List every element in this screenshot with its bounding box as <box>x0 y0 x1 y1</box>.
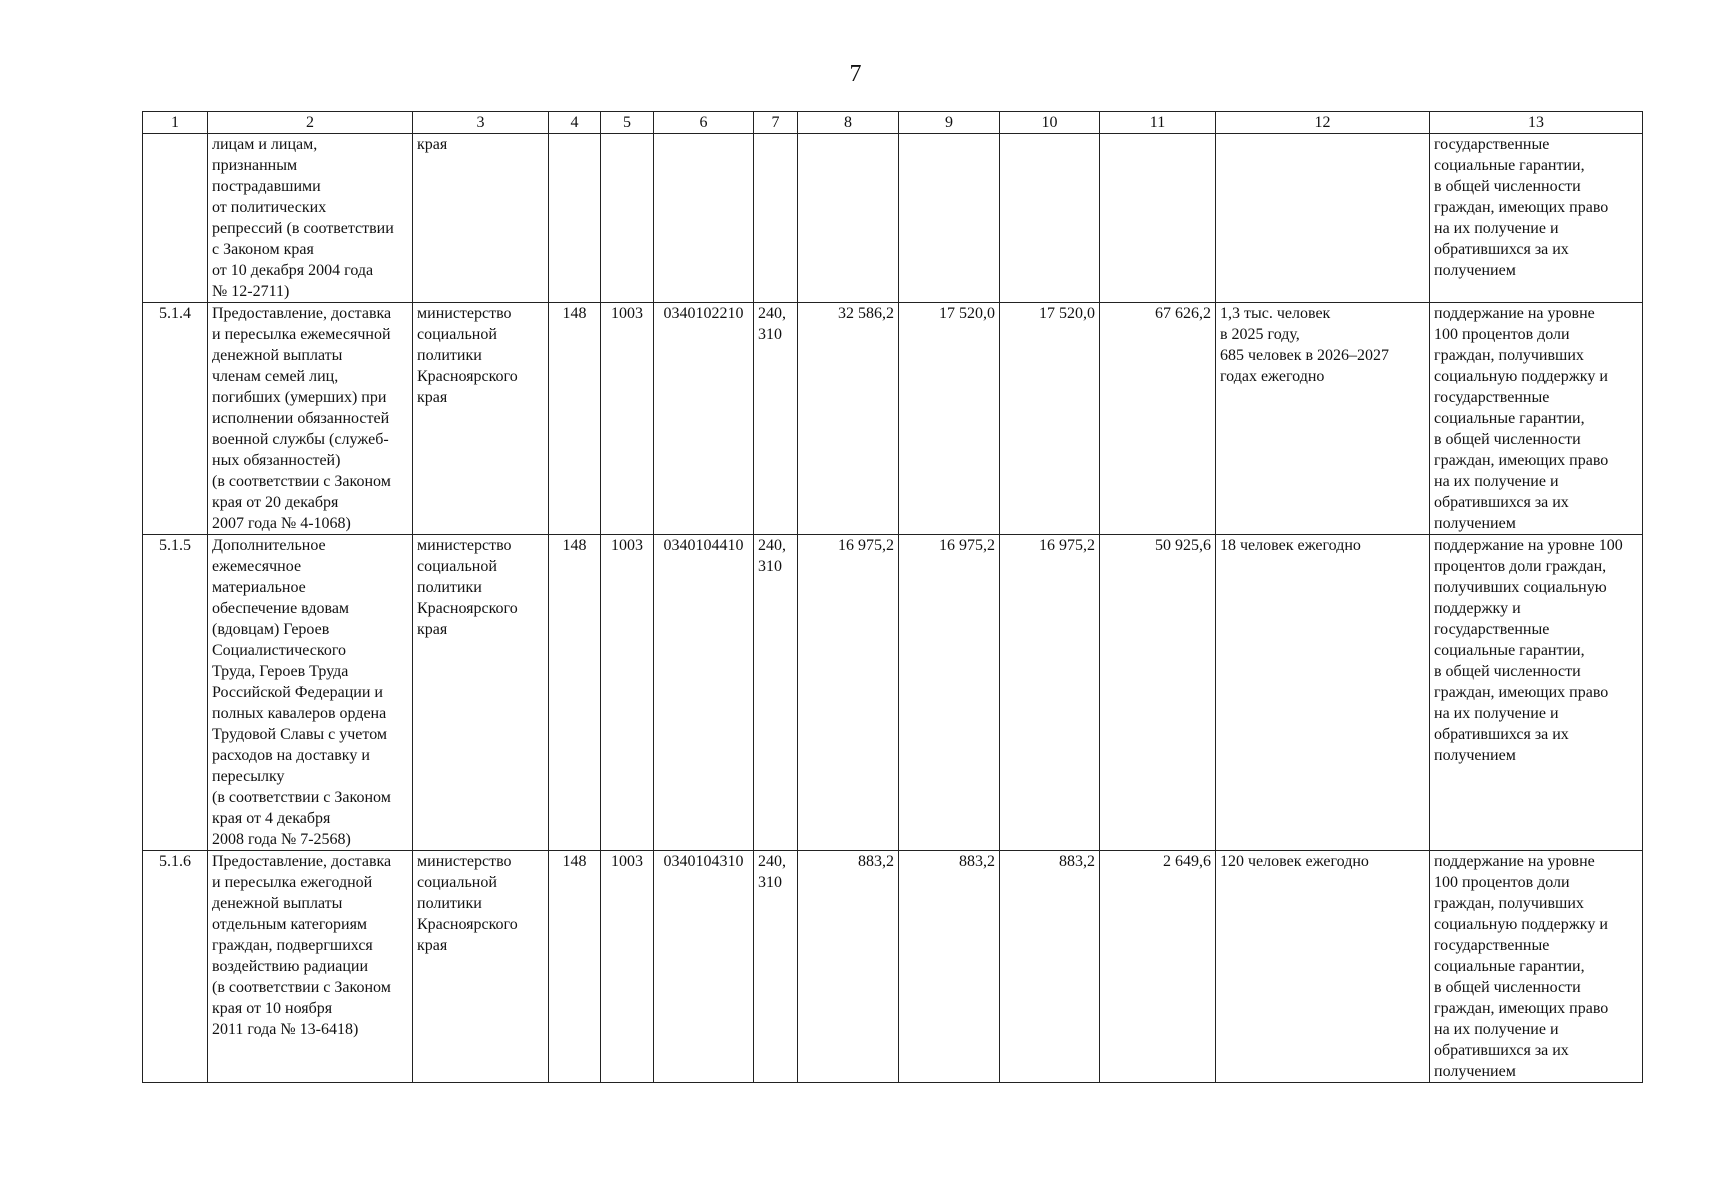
page-number: 7 <box>849 61 862 87</box>
section-code-cell: 1003 <box>601 851 654 1083</box>
row-number-cell <box>143 134 208 303</box>
header-row <box>143 112 1643 134</box>
header-col-5: 5 <box>601 112 654 134</box>
header-col-11: 11 <box>1100 112 1216 134</box>
section-code-cell: 1003 <box>601 303 654 535</box>
amount-2025-cell: 32 586,2 <box>798 303 899 535</box>
administrator-cell: министерство социальной политики Красноярского края <box>413 535 549 851</box>
amount-total-cell: 2 649,6 <box>1100 851 1216 1083</box>
expected-result-cell <box>1216 134 1430 303</box>
indicator-cell: государственные социальные гарантии, в общей численности граждан, имеющих право на их получение и обратившихся за их получением <box>1430 134 1643 303</box>
target-article-cell <box>654 134 754 303</box>
section-code-cell <box>601 134 654 303</box>
table-row-5-1-4 <box>143 303 1643 535</box>
row-number-cell: 5.1.4 <box>143 303 208 535</box>
amount-2026-cell: 883,2 <box>899 851 1000 1083</box>
measure-name-cell: Дополнительное ежемесячное материальное обеспечение вдовам (вдовцам) Героев Социалистического Труда, Героев Труда Российской Федерации и полных кавалеров ордена Трудовой Славы с учетом расходов на доставку и пересылку (в соответствии с Законом края от 4 декабря 2008 года № 7-2568) <box>208 535 413 851</box>
indicator-cell: поддержание на уровне 100 процентов доли граждан, получивших социальную поддержку и государственные социальные гарантии, в общей численности граждан, имеющих право на их получение и обратившихся за их получением <box>1430 535 1643 851</box>
row-number-cell: 5.1.5 <box>143 535 208 851</box>
row-number-cell: 5.1.6 <box>143 851 208 1083</box>
grbs-code-cell <box>549 134 601 303</box>
amount-total-cell: 67 626,2 <box>1100 303 1216 535</box>
header-col-1: 1 <box>143 112 208 134</box>
table-row-5-1-5 <box>143 535 1643 851</box>
administrator-cell: министерство социальной политики Красноярского края <box>413 303 549 535</box>
target-article-cell: 0340102210 <box>654 303 754 535</box>
indicator-cell: поддержание на уровне 100 процентов доли граждан, получивших социальную поддержку и государственные социальные гарантии, в общей численности граждан, имеющих право на их получение и обратившихся за их получением <box>1430 851 1643 1083</box>
amount-2025-cell: 883,2 <box>798 851 899 1083</box>
target-article-cell: 0340104410 <box>654 535 754 851</box>
expense-type-cell <box>754 134 798 303</box>
expected-result-cell: 18 человек ежегодно <box>1216 535 1430 851</box>
amount-2027-cell: 16 975,2 <box>1000 535 1100 851</box>
expense-type-cell: 240, 310 <box>754 851 798 1083</box>
header-col-7: 7 <box>754 112 798 134</box>
amount-total-cell: 50 925,6 <box>1100 535 1216 851</box>
target-article-cell: 0340104310 <box>654 851 754 1083</box>
expense-type-cell: 240, 310 <box>754 303 798 535</box>
amount-2027-cell: 883,2 <box>1000 851 1100 1083</box>
table-row-continuation <box>143 134 1643 303</box>
amount-2026-cell <box>899 134 1000 303</box>
expected-result-cell: 1,3 тыс. человек в 2025 году, 685 человек в 2026–2027 годах ежегодно <box>1216 303 1430 535</box>
expense-type-cell: 240, 310 <box>754 535 798 851</box>
grbs-code-cell: 148 <box>549 535 601 851</box>
header-col-8: 8 <box>798 112 899 134</box>
table-row-5-1-6 <box>143 851 1643 1083</box>
expected-result-cell: 120 человек ежегодно <box>1216 851 1430 1083</box>
header-col-12: 12 <box>1216 112 1430 134</box>
administrator-cell: министерство социальной политики Красноярского края <box>413 851 549 1083</box>
amount-2026-cell: 16 975,2 <box>899 535 1000 851</box>
measure-name-cell: Предоставление, доставка и пересылка ежемесячной денежной выплаты членам семей лиц, погибших (умерших) при исполнении обязанностей военной службы (служеб- ных обязанностей) (в соответствии с Законом края от 20 декабря 2007 года № 4-1068) <box>208 303 413 535</box>
amount-2025-cell <box>798 134 899 303</box>
measure-name-cell: Предоставление, доставка и пересылка ежегодной денежной выплаты отдельным категориям граждан, подвергшихся воздействию радиации (в соответствии с Законом края от 10 ноября 2011 года № 13-6418) <box>208 851 413 1083</box>
amount-2027-cell: 17 520,0 <box>1000 303 1100 535</box>
administrator-cell: края <box>413 134 549 303</box>
amount-2025-cell: 16 975,2 <box>798 535 899 851</box>
header-col-13: 13 <box>1430 112 1643 134</box>
grbs-code-cell: 148 <box>549 303 601 535</box>
header-col-6: 6 <box>654 112 754 134</box>
header-col-9: 9 <box>899 112 1000 134</box>
header-col-2: 2 <box>208 112 413 134</box>
header-col-4: 4 <box>549 112 601 134</box>
section-code-cell: 1003 <box>601 535 654 851</box>
amount-2027-cell <box>1000 134 1100 303</box>
indicator-cell: поддержание на уровне 100 процентов доли граждан, получивших социальную поддержку и государственные социальные гарантии, в общей численности граждан, имеющих право на их получение и обратившихся за их получением <box>1430 303 1643 535</box>
amount-total-cell <box>1100 134 1216 303</box>
grbs-code-cell: 148 <box>549 851 601 1083</box>
header-col-3: 3 <box>413 112 549 134</box>
program-measures-table <box>142 111 1643 1083</box>
amount-2026-cell: 17 520,0 <box>899 303 1000 535</box>
header-col-10: 10 <box>1000 112 1100 134</box>
measure-name-cell: лицам и лицам, признанным пострадавшими от политических репрессий (в соответствии с Законом края от 10 декабря 2004 года № 12-2711) <box>208 134 413 303</box>
